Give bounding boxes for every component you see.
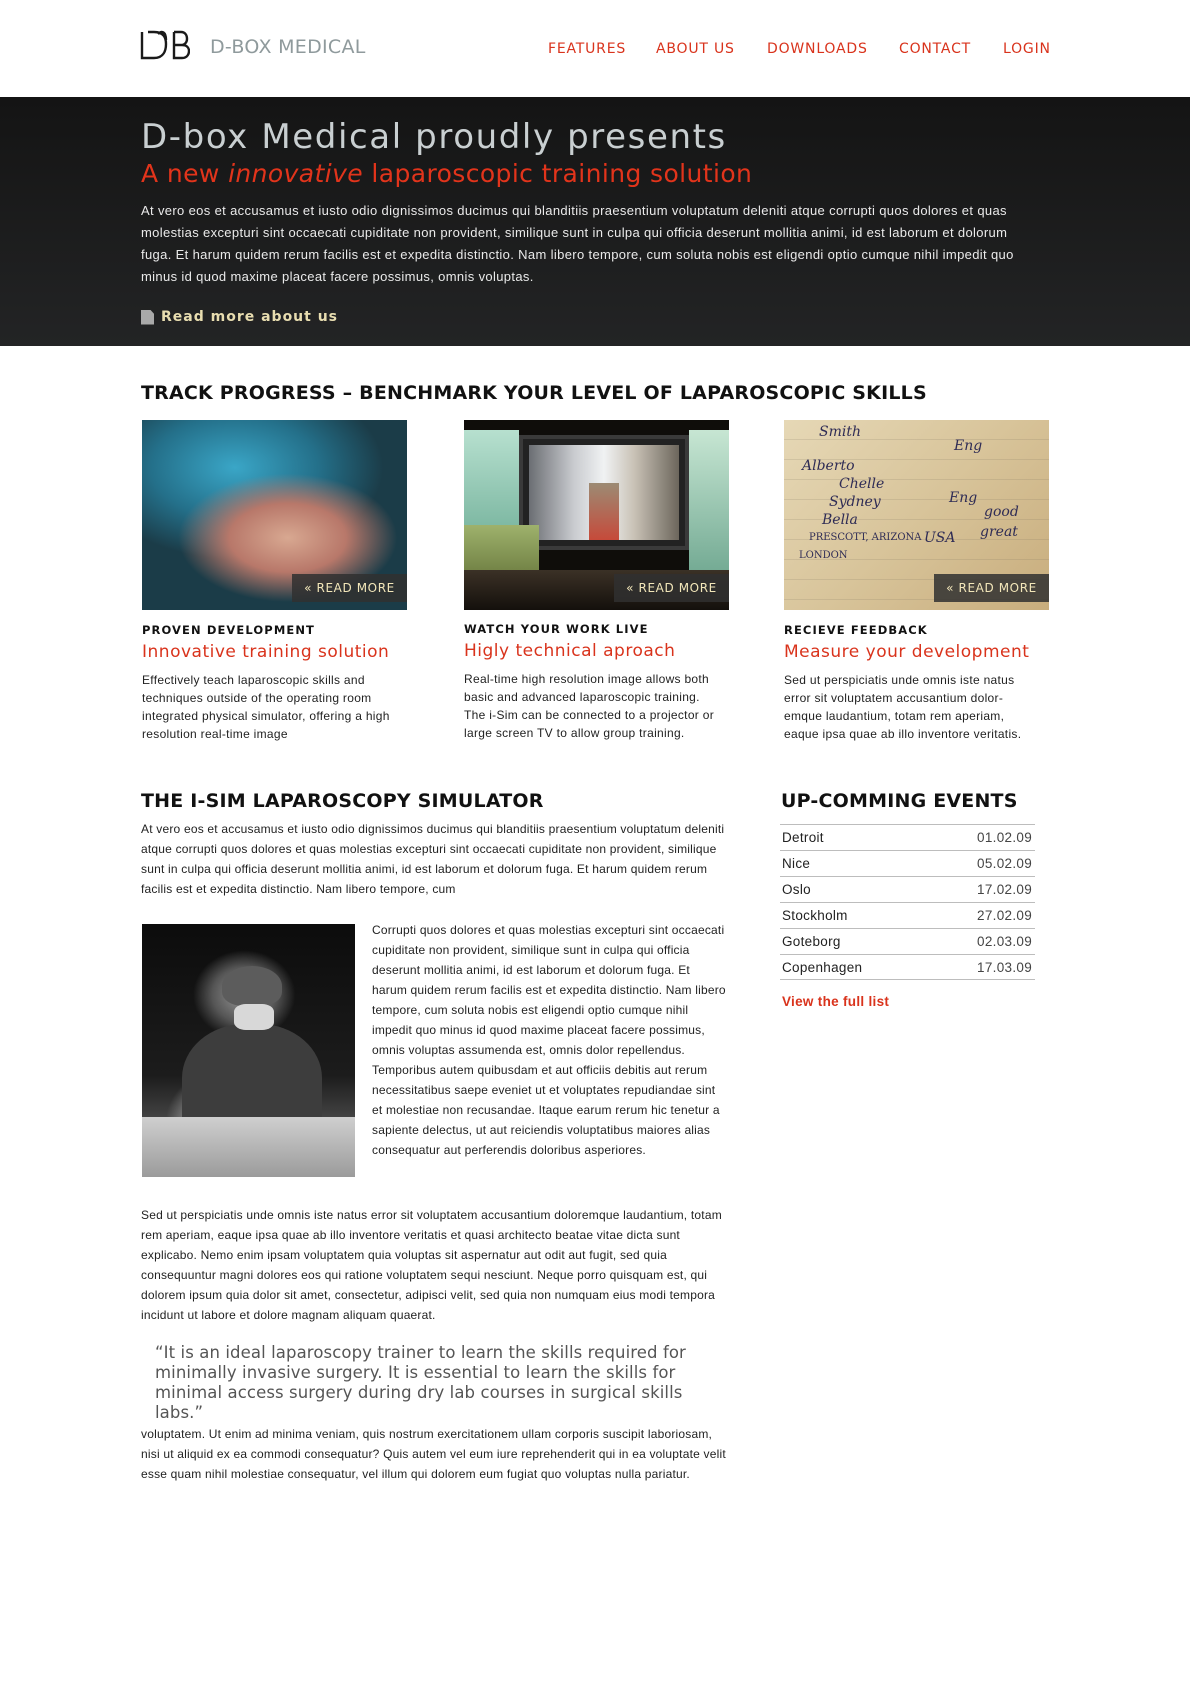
event-date: 02.03.09	[977, 934, 1032, 949]
feature-heading: Innovative training solution	[142, 642, 390, 662]
read-more-about-us-link[interactable]	[141, 309, 338, 325]
paper-ink: Alberto	[802, 458, 855, 474]
image-detail	[142, 1117, 355, 1177]
event-date: 05.02.09	[977, 856, 1032, 871]
read-more-about-us-label: Read more about us	[161, 309, 339, 325]
article-paragraph: Sed ut perspiciatis unde omnis iste natus error sit voluptatem accusantium doloremque laudantium, totam rem aperiam, eaque ipsa quae ab illo inventore veritatis et quasi architecto beatae vitae dicta sunt explicabo. Nemo enim ipsam voluptatem quia voluptas sit aspernatur aut odit aut fugit, sed quia consequuntur magni dolores eos qui ratione voluptatem sequi nesciunt. Neque porro quisquam est, qui dolorem ipsum quia dolor sit amet, consectetur, adipisci velit, sed quia non numquam eius modi tempora incidunt ut labore et dolore magnam aliquam quaerat.	[141, 1208, 722, 1322]
paper-ink: Eng	[949, 490, 978, 506]
event-row[interactable]	[780, 954, 1035, 980]
feature-image-hands[interactable]	[142, 420, 407, 610]
paper-ink: good	[984, 504, 1019, 520]
feature-image-screen[interactable]	[464, 420, 729, 610]
feature-kicker: RECIEVE FEEDBACK	[784, 623, 928, 637]
event-row[interactable]	[780, 876, 1035, 902]
feature-text: Effectively teach laparoscopic skills and techniques outside of the operating room integrated physical simulator, offering a high resolution real-time image	[142, 673, 390, 741]
read-more-button[interactable]: « READ MORE	[614, 574, 729, 602]
site-header	[0, 0, 1190, 97]
event-city: Copenhagen	[782, 959, 863, 975]
event-city: Nice	[782, 856, 811, 871]
read-more-button[interactable]: « READ MORE	[292, 574, 407, 602]
hero-text: At vero eos et accusamus et iusto odio dignissimos ducimus qui blanditiis praesentium voluptatum deleniti atque corrupti quos dolores et quas molestias excepturi sint occaecati cupiditate non provident, similique sunt in culpa qui officia deserunt mollitia animi, id est laborum et dolorum fuga. Et harum quidem rerum facilis est et expedita distinctio. Nam libero tempore, cum soluta nobis est eligendi optio cumque nihil impedit quo minus id quod maxime placeat facere possimus, omnis voluptas.	[141, 203, 1014, 284]
surgeon-image	[142, 924, 355, 1177]
hero-subtitle	[141, 159, 752, 188]
image-detail	[234, 1004, 274, 1030]
nav-about-us[interactable]: ABOUT US	[656, 41, 735, 57]
view-full-list-link[interactable]: View the full list	[782, 994, 890, 1009]
hero-title: D-box Medical proudly presents	[141, 117, 727, 157]
paper-ink: Bella	[822, 512, 858, 528]
paper-ink: LONDON	[799, 550, 848, 561]
image-detail	[529, 445, 679, 540]
nav-features[interactable]: FEATURES	[548, 41, 627, 57]
hero-subtitle-part: laparoscopic training solution	[363, 159, 753, 188]
image-detail	[222, 966, 282, 1006]
event-date: 17.02.09	[977, 882, 1032, 897]
event-date: 17.03.09	[977, 959, 1032, 975]
feature-heading: Higly technical aproach	[464, 641, 676, 661]
article-beside-image-text: Corrupti quos dolores et quas molestias excepturi sint occaecati cupiditate non provident, similique sunt in culpa qui officia deserunt mollitia animi, id est laborum et dolorum fuga. Et harum quidem rerum facilis est et expedita distinctio. Nam libero tempore, cum soluta nobis est eligendi optio cumque nihil impedit quo minus id quod maxime placeat facere possimus, omnis voluptas assumenda est, omnis dolor repellendus. Temporibus autem quibusdam et aut officiis debitis aut rerum necessitatibus saepe eveniet ut et voluptates repudiandae sint et molestiae non recusandae. Itaque earum rerum hic tenetur a sapiente delectus, ut aut reiciendis voluptatibus maiores alias consequatur aut perferendis doloribus asperiores.	[372, 923, 726, 1157]
hero-subtitle-part: A new	[141, 159, 229, 188]
db-logo-icon[interactable]	[140, 28, 190, 62]
image-detail	[689, 430, 729, 580]
article-title: THE I-SIM LAPAROSCOPY SIMULATOR	[141, 790, 544, 812]
feature-kicker: PROVEN DEVELOPMENT	[142, 623, 315, 637]
events-title: UP-COMMING EVENTS	[781, 790, 1018, 812]
image-detail	[589, 483, 619, 540]
paper-ink: great	[980, 524, 1018, 540]
brand-name[interactable]: D-BOX MEDICAL	[210, 36, 366, 58]
document-icon	[141, 310, 154, 325]
event-row[interactable]	[780, 902, 1035, 928]
event-row[interactable]	[780, 928, 1035, 954]
paper-ink: Chelle	[839, 476, 885, 492]
paper-ink: PRESCOTT, ARIZONA	[809, 532, 922, 543]
feature-image-paper[interactable]	[784, 420, 1049, 610]
image-detail	[519, 435, 689, 550]
event-row[interactable]	[780, 850, 1035, 876]
event-city: Detroit	[782, 830, 824, 845]
event-city: Oslo	[782, 882, 811, 897]
features-section-title: TRACK PROGRESS – BENCHMARK YOUR LEVEL OF LAPAROSCOPIC SKILLS	[141, 382, 927, 404]
paper-ink: USA	[924, 530, 956, 546]
paper-ink: Smith	[819, 424, 861, 440]
nav-contact[interactable]: CONTACT	[899, 41, 971, 57]
feature-heading: Measure your development	[784, 642, 1030, 662]
events-list	[780, 824, 1035, 980]
feature-text: Real-time high resolution image allows both basic and advanced laparoscopic training. The i-Sim can be connected to a projector or large screen TV to allow group training.	[464, 672, 714, 740]
event-date: 01.02.09	[977, 830, 1032, 845]
read-more-button[interactable]: « READ MORE	[934, 574, 1049, 602]
event-row[interactable]	[780, 824, 1035, 850]
nav-downloads[interactable]: DOWNLOADS	[767, 41, 868, 57]
event-city: Goteborg	[782, 934, 841, 949]
article-intro: At vero eos et accusamus et iusto odio dignissimos ducimus qui blanditiis praesentium voluptatum deleniti atque corrupti quos dolores et quas molestias excepturi sint occaecati cupiditate non provident, similique sunt in culpa qui officia deserunt mollitia animi, id est laborum et dolorum fuga. Et harum quidem rerum facilis est et expedita distinctio. Nam libero tempore, cum	[141, 822, 725, 896]
testimonial-quote: “It is an ideal laparoscopy trainer to learn the skills required for minimally invasive surgery. It is essential to learn the skills for minimal access surgery during dry lab courses in surgical skills labs.”	[155, 1343, 686, 1422]
hero-subtitle-emphasis: innovative	[228, 159, 364, 188]
paper-ink: Sydney	[829, 494, 881, 510]
paper-ink: Eng	[954, 438, 983, 454]
event-city: Stockholm	[782, 908, 848, 923]
feature-kicker: WATCH YOUR WORK LIVE	[464, 622, 649, 636]
article-paragraph: voluptatem. Ut enim ad minima veniam, quis nostrum exercitationem ullam corporis suscipit laboriosam, nisi ut aliquid ex ea commodi consequatur? Quis autem vel eum iure reprehenderit qui in ea voluptate velit esse quam nihil molestiae consequatur, vel illum qui dolorem eum fugiat quo voluptas nulla pariatur.	[141, 1427, 726, 1481]
event-date: 27.02.09	[977, 908, 1032, 923]
feature-text: Sed ut perspiciatis unde omnis iste natus error sit voluptatem accusantium dolor-emque laudantium, totam rem aperiam, eaque ipsa quae ab illo inventore veritatis.	[784, 673, 1022, 741]
nav-login[interactable]: LOGIN	[1003, 41, 1051, 57]
hero-banner	[0, 97, 1190, 346]
